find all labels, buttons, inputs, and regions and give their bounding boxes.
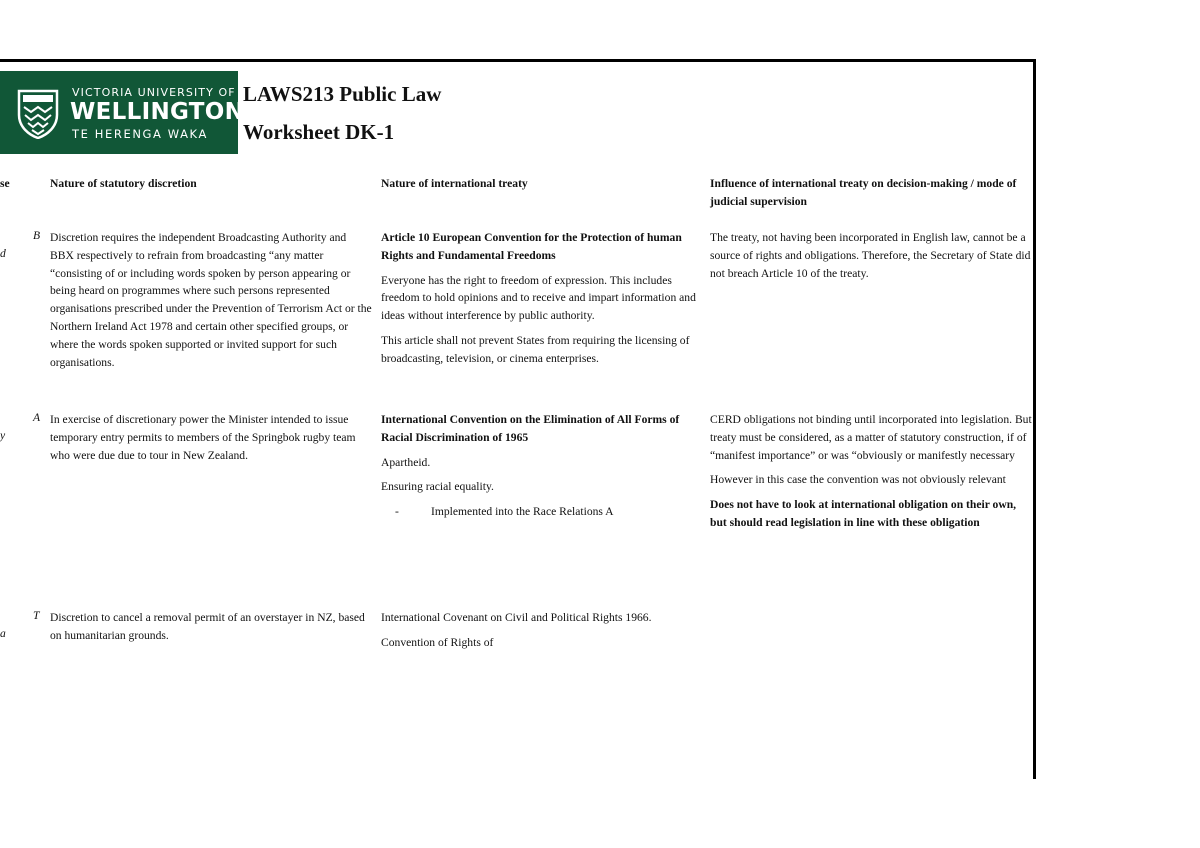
row2-treaty-bullet	[395, 503, 703, 521]
logo-line-2: WELLINGTON	[70, 99, 245, 125]
row1-statutory: Discretion requires the independent Broadcasting Authority and BBX respectively to refrain from broadcasting “any matter “consisting of or including words spoken by person appearing or being heard on programmes where such persons represented organisations prescribed under the Prevention of Terrorism Act or the Northern Ireland Act 1978 and certain other specified groups, or where the words spoken supported or invited support for such organisations.	[50, 231, 372, 369]
treaty-header: Nature of international treaty	[381, 177, 528, 190]
logo-line-3: TE HERENGA WAKA	[72, 127, 208, 141]
row1-case-clipped: d	[0, 247, 6, 260]
row1-treaty	[381, 229, 703, 375]
row1-treaty-title: Article 10 European Convention for the Protection of human Rights and Fundamental Freedoms	[381, 231, 682, 262]
row2-treaty	[381, 411, 703, 521]
logo-line-1: VICTORIA UNIVERSITY OF	[72, 86, 236, 99]
course-title: LAWS213 Public Law	[243, 82, 442, 106]
statutory-header: Nature of statutory discretion	[50, 177, 197, 190]
row3-treaty	[381, 609, 703, 659]
crest-icon	[17, 89, 59, 139]
row3-case-initial: T	[33, 609, 40, 622]
case-header-clipped: se	[0, 177, 10, 190]
row2-treaty-title: International Convention on the Elimination of All Forms of Racial Discrimination of 1965	[381, 413, 680, 444]
bullet-dash: -	[395, 505, 399, 519]
row2-influence-p2: However in this case the convention was not obviously relevant	[710, 473, 1006, 487]
row2-influence	[710, 411, 1032, 539]
row2-influence-p3: Does not have to look at international obligation on their own, but should read legislation in line with these obligation	[710, 498, 1017, 529]
influence-header: Influence of international treaty on decision-making / mode of judicial supervision	[710, 177, 1017, 208]
row3-case-clipped: a	[0, 627, 6, 640]
row1-treaty-p2: This article shall not prevent States from requiring the licensing of broadcasting, television, or cinema enterprises.	[381, 333, 690, 365]
row2-treaty-p2: Ensuring racial equality.	[381, 480, 494, 494]
row2-case-initial: A	[33, 411, 41, 424]
worksheet-title: Worksheet DK-1	[243, 120, 395, 144]
university-logo	[0, 71, 245, 154]
row3-treaty-p2: Convention of Rights of	[381, 635, 494, 649]
row1-case-initial: B	[33, 229, 41, 242]
row2-case-clipped: y	[0, 429, 6, 442]
row1-treaty-p1: Everyone has the right to freedom of expression. This includes freedom to hold opinions and to receive and impart information and ideas without interference by public authority.	[381, 273, 696, 323]
row3-statutory: Discretion to cancel a removal permit of an overstayer in NZ, based on humanitarian grounds.	[50, 611, 365, 642]
row2-statutory: In exercise of discretionary power the Minister intended to issue temporary entry permits to members of the Springbok rugby team who were due due to tour in New Zealand.	[50, 413, 356, 462]
page-border-right	[1033, 59, 1036, 779]
row2-treaty-p1: Apartheid.	[381, 455, 431, 469]
row3-treaty-p1: International Covenant on Civil and Political Rights 1966.	[381, 611, 652, 624]
page-border-top	[0, 59, 1036, 62]
row1-influence: The treaty, not having been incorporated in English law, cannot be a source of rights and obligations. Therefore, the Secretary of State did not breach Article 10 of the treaty.	[710, 231, 1031, 280]
row2-treaty-bullet-text: Implemented into the Race Relations A	[431, 505, 614, 519]
row2-influence-p1: CERD obligations not binding until incorporated into legislation. But treaty must be considered, as a matter of statutory construction, if of “manifest importance” or was “obviously or manifestly necessary	[710, 413, 1032, 462]
